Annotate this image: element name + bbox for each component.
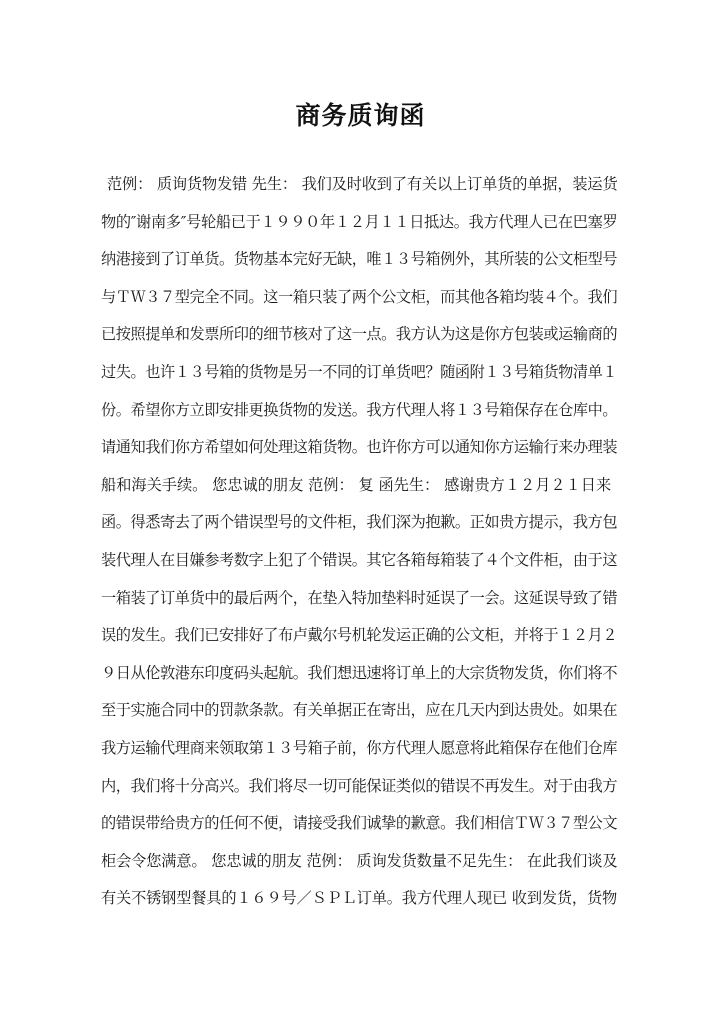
body-line: 与ＴＷ３７型完全不同。这一箱只装了两个公文柜，而其他各箱均装４个。我们 — [101, 287, 618, 306]
body-line: ９日从伦敦港东印度码头起航。我们想迅速将订单上的大宗货物发货，你们将不 — [101, 663, 618, 682]
document-body — [101, 166, 621, 918]
body-line: 范例： 质询货物发错 先生： 我们及时收到了有关以上订单货的单据，装运货 — [107, 175, 618, 193]
body-line: 内，我们将十分高兴。我们将尽一切可能保证类似的错误不再发生。对于由我方 — [101, 776, 618, 795]
body-line: 物的″谢南多″号轮船已于１９９０年１２月１１日抵达。我方代理人已在巴塞罗 — [101, 212, 618, 231]
body-line: 我方运输代理商来领取第１３号箱子前，你方代理人愿意将此箱保存在他们仓库 — [101, 738, 618, 757]
body-line: 纳港接到了订单货。货物基本完好无缺，唯１３号箱例外，其所装的公文柜型号 — [101, 250, 618, 269]
page-title: 商务质询函 — [295, 100, 426, 130]
body-line: 有关不锈钢型餐具的１６９号／ＳＰＬ订单。我方代理人现已 收到发货，货物 — [101, 889, 618, 908]
body-line: 柜会令您满意。 您忠诚的朋友 范例： 质询发货数量不足先生： 在此我们谈及 — [101, 851, 618, 870]
body-line: 装代理人在目嫌参考数字上犯了个错误。其它各箱每箱装了４个文件柜，由于这 — [101, 550, 618, 569]
body-line: 船和海关手续。 您忠诚的朋友 范例： 复 函先生： 感谢贵方１２月２１日来 — [101, 475, 612, 494]
body-line: 请通知我们你方希望如何处理这箱货物。也许你方可以通知你方运输行来办理装 — [101, 438, 618, 457]
body-line: 的错误带给贵方的任何不便，请接受我们诚挚的歉意。我们相信ＴＷ３７型公文 — [101, 814, 618, 833]
body-line: 函。得悉寄去了两个错误型号的文件柜，我们深为抱歉。正如贵方提示，我方包 — [101, 513, 618, 532]
body-line: 份。希望你方立即安排更换货物的发送。我方代理人将１３号箱保存在仓库中。 — [101, 400, 618, 419]
body-line: 过失。也许１３号箱的货物是另一不同的订单货吧？随函附１３号箱货物清单１ — [101, 362, 618, 381]
body-line: 已按照提单和发票所印的细节核对了这一点。我方认为这是你方包装或运输商的 — [101, 325, 618, 344]
body-line: 至于实施合同中的罚款条款。有关单据正在寄出，应在几天内到达贵处。如果在 — [101, 701, 618, 720]
body-line: 一箱装了订单货中的最后两个，在垫入特加垫料时延误了一会。这延误导致了错 — [101, 588, 618, 607]
body-line: 误的发生。我们已安排好了布卢戴尔号机轮发运正确的公文柜，并将于１２月２ — [101, 626, 618, 645]
